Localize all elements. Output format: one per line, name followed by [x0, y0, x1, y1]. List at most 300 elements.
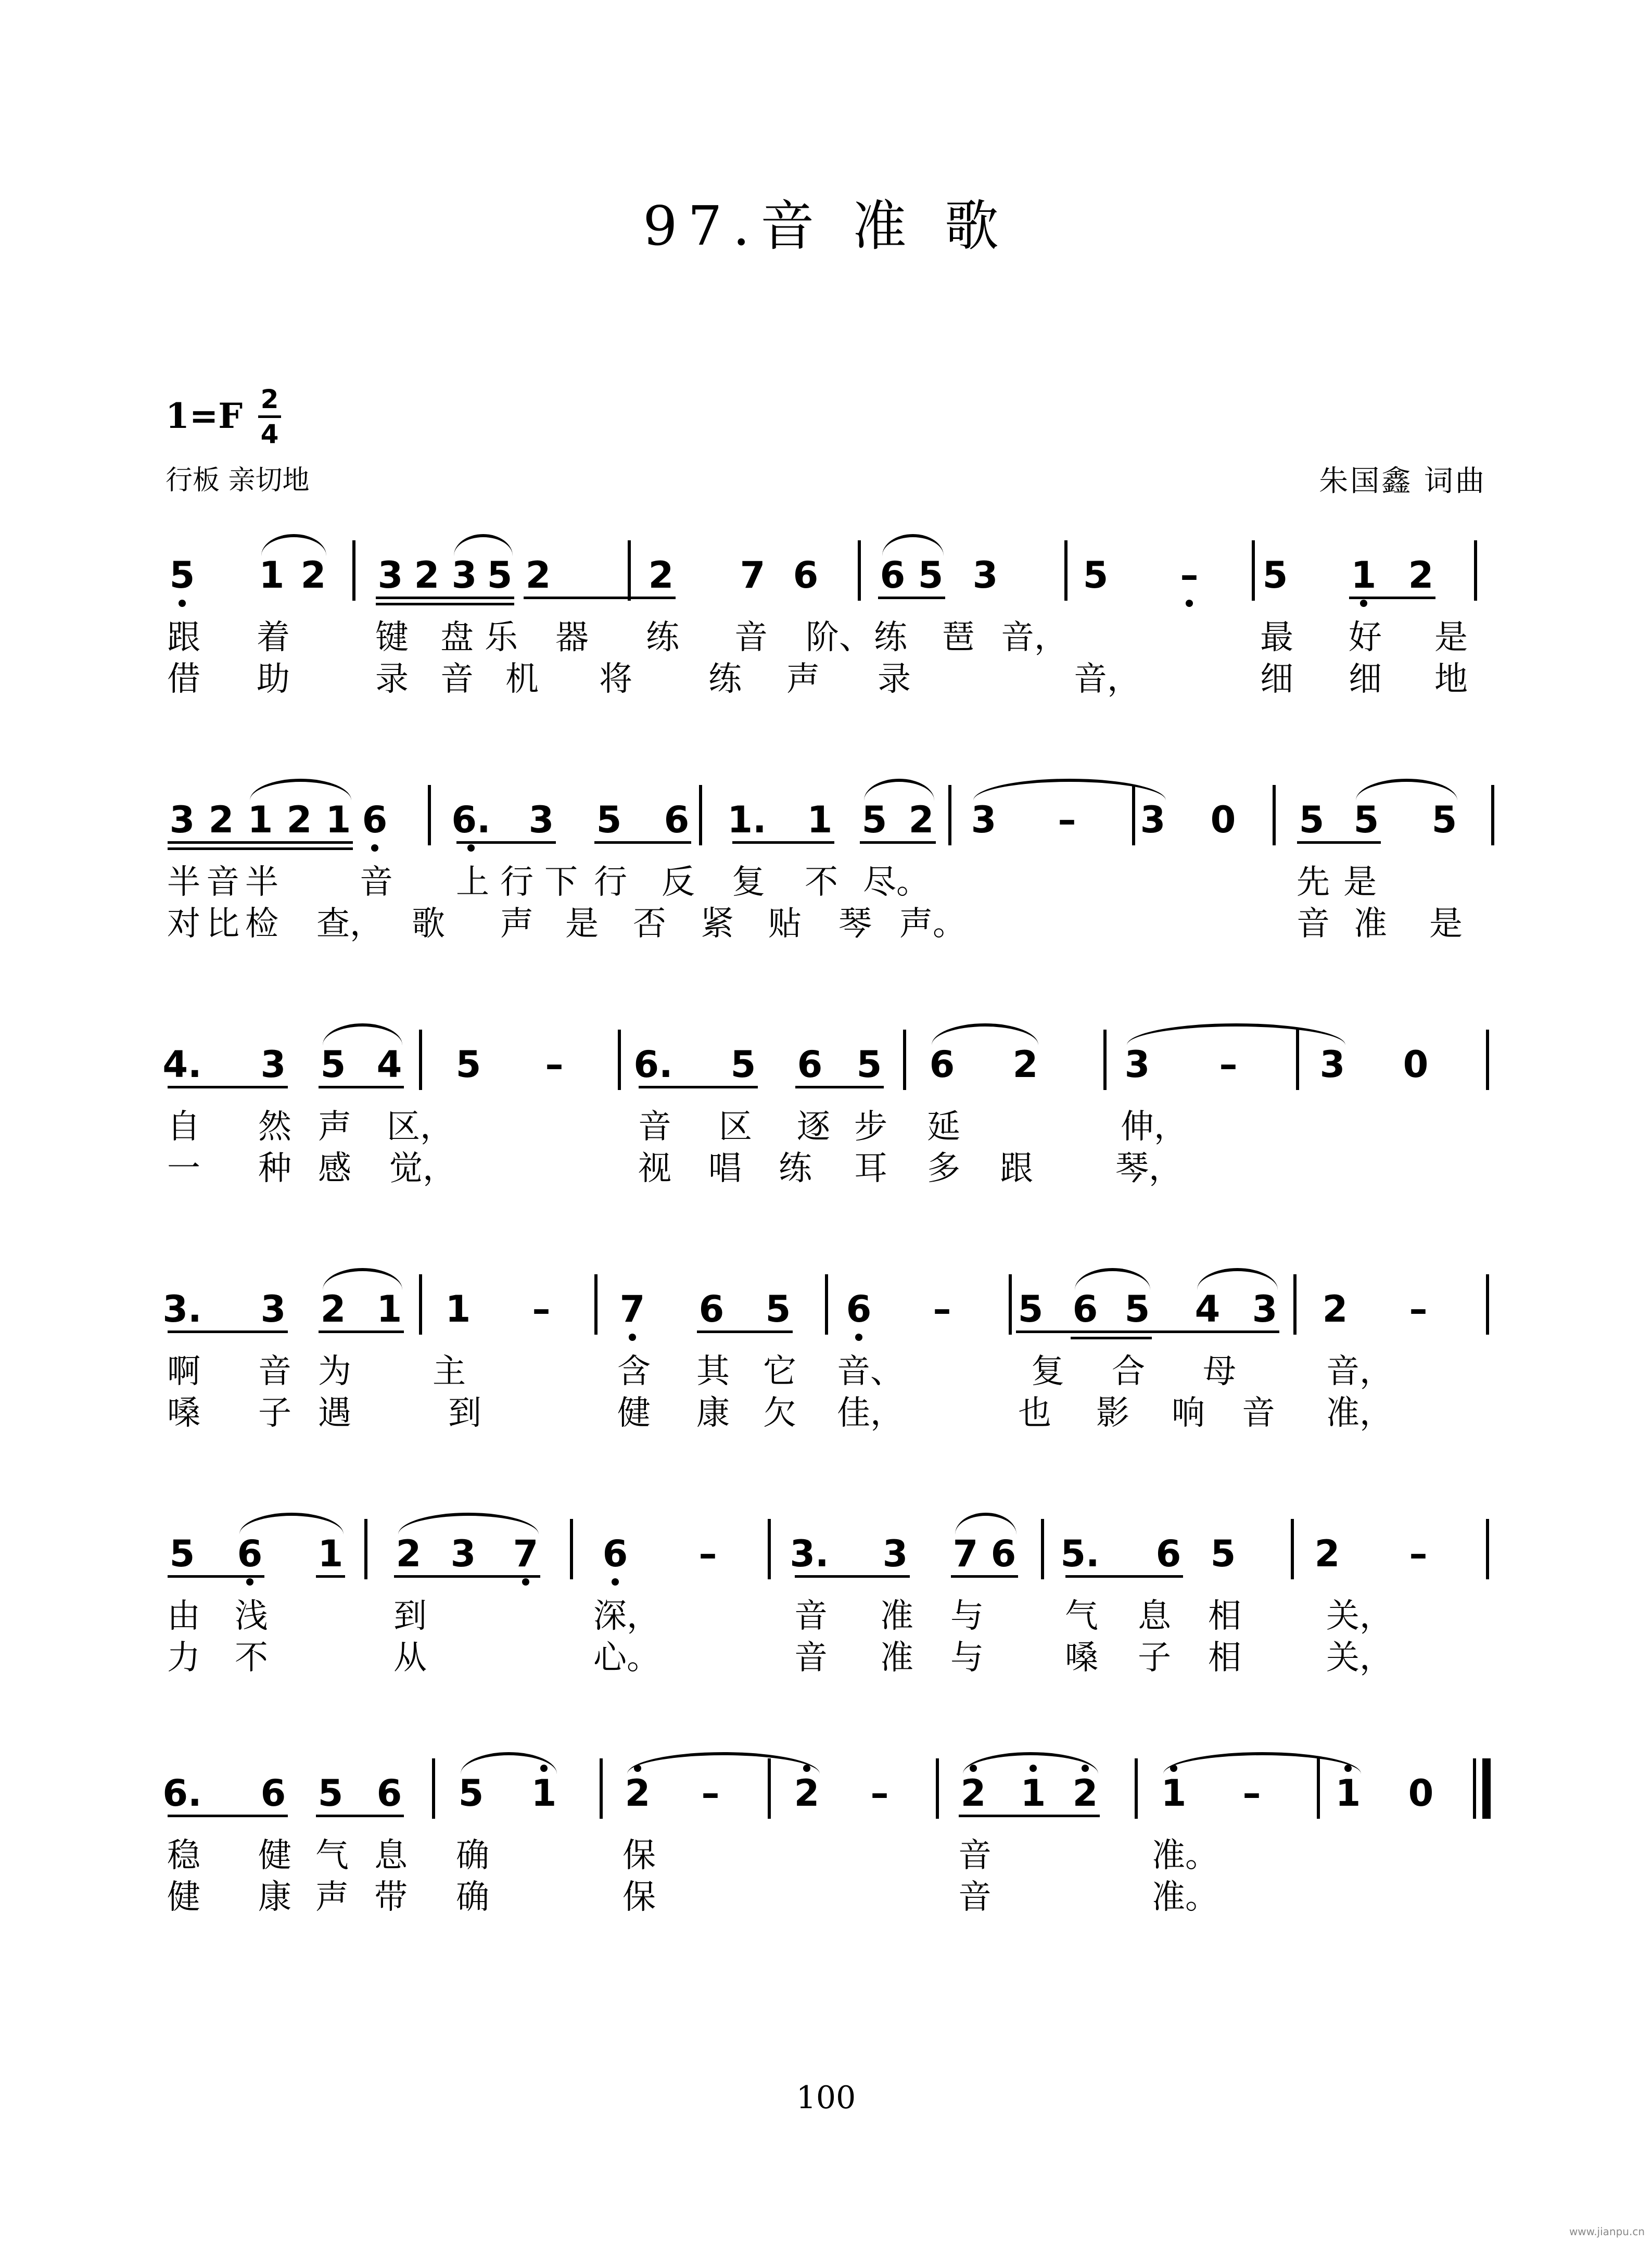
lyric-verse-2: 音，: [1074, 660, 1140, 699]
beam-line: [1193, 1330, 1279, 1333]
beam-line: [860, 841, 936, 844]
beam-line: [168, 1815, 288, 1817]
lyric-verse-2: 唱: [708, 1149, 742, 1188]
lyric-verse-2: 也: [1018, 1394, 1051, 1433]
lyric-verse-2: 音: [1297, 905, 1330, 943]
lyric-verse-2: 相: [1208, 1639, 1241, 1677]
beam-line: [456, 841, 556, 844]
lyric-verse-2: 贴: [768, 905, 802, 943]
lyric-verse-1: 音，: [1326, 1352, 1393, 1391]
note: 6: [376, 1772, 402, 1815]
note: 5: [1353, 799, 1379, 841]
lyric-verse-1: 音: [794, 1597, 828, 1636]
beam-line: [207, 841, 353, 844]
octave-dot-below: [612, 1578, 619, 1586]
lyric-verse-1: 准。: [1152, 1836, 1218, 1875]
lyric-verse-2: 准: [880, 1639, 913, 1677]
note: 3: [528, 799, 554, 841]
barline: [948, 785, 951, 845]
lyric-verse-2: 助: [257, 660, 290, 699]
lyric-verse-2: 力: [167, 1639, 200, 1677]
final-barline-thin: [1473, 1758, 1476, 1819]
note: 5: [596, 799, 622, 841]
lyric-verse-2: 琴: [838, 905, 872, 943]
lyric-verse-2: 歌: [412, 905, 445, 943]
beam-line: [319, 1086, 404, 1088]
barline: [1474, 540, 1477, 601]
note: 6: [237, 1532, 263, 1575]
lyric-verse-1: 区: [719, 1108, 752, 1146]
lyric-verse-1: 主: [433, 1352, 466, 1391]
watermark: www.jianpu.cn: [1569, 2225, 1645, 2238]
lyric-verse-1: 音: [360, 863, 393, 902]
lyric-verse-1: 练: [646, 618, 679, 657]
barline: [1041, 1519, 1044, 1579]
note: 3: [1319, 1043, 1345, 1086]
lyric-verse-2: 准，: [1326, 1394, 1393, 1433]
lyric-verse-1: 自: [167, 1108, 200, 1146]
note: 0: [1210, 799, 1236, 841]
slur: [932, 1023, 1038, 1045]
slur: [864, 779, 934, 801]
lyric-verse-1: 音: [638, 1108, 671, 1146]
lyric-verse-2: 佳，: [837, 1394, 904, 1433]
lyric-verse-2: 检: [245, 905, 278, 943]
lyric-verse-2: 从: [393, 1639, 427, 1677]
lyric-verse-1: 音: [734, 618, 768, 657]
lyric-verse-1: 区，: [387, 1108, 453, 1146]
barline: [618, 1030, 621, 1090]
note: 0: [1403, 1043, 1429, 1086]
octave-dot-below: [855, 1334, 862, 1341]
slur: [955, 1513, 1016, 1535]
tempo-marking: 行板 亲切地: [166, 465, 310, 496]
lyric-verse-2: 心。: [593, 1639, 660, 1677]
beam-line: [168, 1575, 264, 1578]
note: 1: [1351, 554, 1377, 597]
note: 6: [1155, 1532, 1181, 1575]
lyric-verse-1: 保: [622, 1836, 656, 1875]
lyric-verse-1: 琶: [942, 618, 975, 657]
slur: [1356, 779, 1457, 801]
note: 2: [1322, 1288, 1348, 1330]
lyric-verse-1: 音、: [837, 1352, 904, 1391]
lyric-verse-1: 深，: [593, 1597, 660, 1636]
note: 7: [619, 1288, 645, 1330]
lyric-verse-2: 健: [167, 1878, 200, 1917]
beam-line: [316, 1815, 404, 1817]
lyric-verse-2: 视: [638, 1149, 671, 1188]
lyric-verse-2: 多: [927, 1149, 960, 1188]
lyric-verse-2: 音: [1242, 1394, 1275, 1433]
lyric-verse-1: 乐: [485, 618, 518, 657]
note: 5: [455, 1043, 481, 1086]
note: –: [545, 1043, 564, 1086]
barline: [352, 540, 355, 601]
music-system: [0, 770, 1652, 989]
note: –: [933, 1288, 951, 1330]
lyric-verse-1: 上: [456, 863, 489, 902]
note: 3: [972, 554, 998, 597]
lyric-verse-1: 它: [763, 1352, 796, 1391]
barline: [1296, 1030, 1299, 1090]
lyric-verse-1: 母: [1203, 1352, 1236, 1391]
barline: [1317, 1758, 1320, 1819]
lyric-verse-1: 键: [375, 618, 409, 657]
beam-line: [959, 1815, 1100, 1817]
note: 2: [208, 799, 234, 841]
lyric-verse-1: 气: [1065, 1597, 1098, 1636]
lyric-verse-2: 子: [1138, 1639, 1171, 1677]
page-number: 100: [796, 2080, 856, 2116]
lyric-verse-2: 健: [617, 1394, 651, 1433]
barline: [699, 785, 702, 845]
note: 1: [531, 1772, 557, 1815]
note: 7: [952, 1532, 979, 1575]
note: 7: [740, 554, 766, 597]
note: 6: [797, 1043, 823, 1086]
note: 3: [1252, 1288, 1278, 1330]
lyric-verse-2: 声: [315, 1878, 349, 1917]
lyric-verse-1: 然: [258, 1108, 291, 1146]
slur: [1075, 1268, 1150, 1290]
barline: [936, 1758, 939, 1819]
lyric-verse-1: 与: [950, 1597, 984, 1636]
note: 3: [377, 554, 403, 597]
lyric-verse-2: 与: [950, 1639, 984, 1677]
lyric-verse-1: 逐: [797, 1108, 830, 1146]
barline: [628, 540, 631, 601]
lyric-verse-1: 半: [167, 863, 200, 902]
page-title: 97.音 准 歌: [643, 194, 1009, 258]
note: 1: [247, 799, 273, 841]
lyric-verse-1: 息: [1138, 1597, 1171, 1636]
lyric-verse-1: 尽。: [863, 863, 930, 902]
note: 6: [846, 1288, 872, 1330]
note: 5: [918, 554, 944, 597]
lyric-verse-2: 到: [448, 1394, 481, 1433]
lyric-verse-1: 着: [257, 618, 290, 657]
slur: [250, 779, 351, 801]
note: –: [1180, 554, 1199, 597]
lyric-verse-1: 跟: [167, 618, 200, 657]
note: 5: [317, 1772, 344, 1815]
time-signature-denominator: 4: [260, 419, 279, 449]
lyric-verse-1: 伸，: [1121, 1108, 1187, 1146]
slur: [627, 1752, 820, 1774]
composer-credit: 朱国鑫 词曲: [1319, 464, 1486, 498]
note: 2: [1314, 1532, 1340, 1575]
note: 5: [1299, 799, 1325, 841]
beam-line: [1065, 1575, 1183, 1578]
lyric-verse-2: 音: [958, 1878, 992, 1917]
beam-line: [319, 1330, 404, 1333]
note: 0: [1408, 1772, 1434, 1815]
lyric-verse-2: 耳: [854, 1149, 887, 1188]
lyric-verse-2: 种: [258, 1149, 291, 1188]
note: 2: [648, 554, 674, 597]
beam-line: [795, 1575, 910, 1578]
lyric-verse-2: 康: [258, 1878, 291, 1917]
lyric-verse-2: 康: [696, 1394, 730, 1433]
lyric-verse-1: 为: [318, 1352, 351, 1391]
lyric-verse-1: 准: [880, 1597, 913, 1636]
note: 1: [1020, 1772, 1046, 1815]
note: –: [1409, 1532, 1428, 1575]
note: 1: [445, 1288, 471, 1330]
lyric-verse-2: 准。: [1152, 1878, 1218, 1917]
lyric-verse-1: 音: [258, 1352, 291, 1391]
beam-line: [951, 1575, 1018, 1578]
barline: [419, 1030, 422, 1090]
music-system: [0, 526, 1652, 744]
note: 1: [807, 799, 833, 841]
note: 5: [458, 1772, 484, 1815]
slur: [323, 1268, 402, 1290]
note: 3: [450, 1532, 476, 1575]
lyric-verse-1: 音: [958, 1836, 992, 1875]
music-system: [0, 1260, 1652, 1478]
barline: [419, 1274, 422, 1335]
lyric-verse-2: 不: [235, 1639, 268, 1677]
lyric-verse-2: 录: [375, 660, 409, 699]
slur: [454, 534, 513, 556]
lyric-verse-2: 准: [1354, 905, 1387, 943]
note: –: [1409, 1288, 1428, 1330]
lyric-verse-2: 跟: [1000, 1149, 1033, 1188]
note: 3: [260, 1288, 286, 1330]
note: 2: [960, 1772, 986, 1815]
lyric-verse-1: 确: [456, 1836, 489, 1875]
note: –: [701, 1772, 720, 1815]
beam-line: [316, 1575, 345, 1578]
barline: [1293, 1274, 1297, 1335]
lyric-verse-2: 比: [206, 905, 239, 943]
lyric-verse-2: 关，: [1326, 1639, 1393, 1677]
lyric-verse-1: 其: [696, 1352, 730, 1391]
note: 6: [260, 1772, 286, 1815]
barline: [768, 1758, 771, 1819]
note: 2: [396, 1532, 422, 1575]
lyric-verse-1: 息: [374, 1836, 408, 1875]
beam-line: [639, 1086, 758, 1088]
lyric-verse-2: 响: [1172, 1394, 1205, 1433]
note: 6.: [633, 1043, 673, 1086]
note: 3: [971, 799, 997, 841]
note: –: [1219, 1043, 1238, 1086]
lyric-verse-2: 遇: [318, 1394, 351, 1433]
lyric-verse-2: 确: [456, 1878, 489, 1917]
note: 6: [698, 1288, 725, 1330]
lyric-verse-2: 音: [794, 1639, 828, 1677]
lyric-verse-2: 琴，: [1115, 1149, 1182, 1188]
beam-line: [878, 597, 945, 599]
barline: [432, 1758, 435, 1819]
time-signature-numerator: 2: [260, 384, 279, 414]
note: 6: [880, 554, 906, 597]
barline: [1135, 1758, 1138, 1819]
note: 6: [362, 799, 388, 841]
lyric-verse-2: 机: [505, 660, 539, 699]
beam-line: [1071, 1337, 1152, 1339]
lyric-verse-1: 气: [315, 1836, 349, 1875]
note: 1: [259, 554, 285, 597]
octave-dot-below: [1360, 600, 1367, 607]
note: 5: [169, 1532, 195, 1575]
slur: [1197, 1268, 1278, 1290]
barline: [1273, 785, 1276, 845]
note: 3: [260, 1043, 286, 1086]
lyric-verse-2: 觉，: [389, 1149, 456, 1188]
lyric-verse-1: 关，: [1326, 1597, 1393, 1636]
note: 2: [300, 554, 326, 597]
lyric-verse-2: 紧: [701, 905, 734, 943]
note: –: [1242, 1772, 1261, 1815]
barline: [594, 1274, 598, 1335]
time-signature-divider: [258, 415, 281, 418]
lyric-verse-2: 欠: [763, 1394, 796, 1433]
note: 6: [929, 1043, 955, 1086]
note: 5: [1210, 1532, 1236, 1575]
barline: [1486, 1519, 1489, 1579]
slur: [261, 534, 326, 556]
lyric-verse-2: 音: [440, 660, 474, 699]
note: 6: [602, 1532, 628, 1575]
note: 6: [793, 554, 819, 597]
lyric-verse-2: 声: [786, 660, 820, 699]
note: 3: [1124, 1043, 1150, 1086]
key-signature: 1=F: [166, 396, 243, 436]
lyric-verse-2: 练: [779, 1149, 812, 1188]
lyric-verse-2: 声。: [899, 905, 966, 943]
lyric-verse-1: 好: [1349, 618, 1382, 657]
note: 3: [451, 554, 477, 597]
lyric-verse-1: 浅: [235, 1597, 268, 1636]
note: 4.: [162, 1043, 202, 1086]
beam-line: [168, 1086, 288, 1088]
lyric-verse-2: 细: [1260, 660, 1293, 699]
lyric-verse-2: 影: [1096, 1394, 1129, 1433]
lyric-verse-1: 是: [1343, 863, 1377, 902]
note: 2: [908, 799, 934, 841]
barline: [1486, 1030, 1489, 1090]
note: 3: [882, 1532, 908, 1575]
note: 2: [1072, 1772, 1098, 1815]
slur: [323, 1023, 402, 1045]
lyric-verse-1: 由: [167, 1597, 200, 1636]
lyric-verse-2: 是: [1429, 905, 1463, 943]
octave-dot-below: [179, 600, 186, 607]
lyric-verse-2: 借: [167, 660, 200, 699]
lyric-verse-1: 复: [732, 863, 765, 902]
beam-line: [1349, 597, 1435, 599]
note: –: [1058, 799, 1076, 841]
note: 6: [990, 1532, 1016, 1575]
lyric-verse-2: 地: [1434, 660, 1468, 699]
note: 5: [765, 1288, 791, 1330]
slur: [239, 1513, 344, 1535]
octave-dot-below: [1186, 600, 1193, 607]
octave-dot-below: [629, 1334, 636, 1341]
barline: [364, 1519, 367, 1579]
note: 5: [320, 1043, 346, 1086]
note: 2: [525, 554, 551, 597]
note: 5: [856, 1043, 882, 1086]
final-barline-thick: [1482, 1758, 1491, 1819]
beam-line: [376, 597, 514, 599]
note: 5: [1431, 799, 1457, 841]
slur: [882, 534, 944, 556]
music-system: [0, 1504, 1652, 1723]
beam-line: [594, 841, 691, 844]
slur: [398, 1513, 539, 1535]
octave-dot-below: [246, 1578, 253, 1586]
octave-dot-below: [467, 844, 475, 852]
barline: [1486, 1274, 1489, 1335]
note: 1: [317, 1532, 344, 1575]
music-system: [0, 1744, 1652, 1962]
lyric-verse-2: 嗓: [1065, 1639, 1098, 1677]
barline: [825, 1274, 828, 1335]
lyric-verse-1: 啊: [167, 1352, 200, 1391]
note: 5: [730, 1043, 756, 1086]
barline: [1064, 540, 1068, 601]
slur: [461, 1752, 557, 1774]
note: –: [532, 1288, 551, 1330]
barline: [768, 1519, 771, 1579]
note: 2: [414, 554, 440, 597]
barline: [600, 1758, 603, 1819]
note: 6: [1072, 1288, 1098, 1330]
lyric-verse-1: 练: [874, 618, 907, 657]
lyric-verse-2: 子: [258, 1394, 291, 1433]
beam-line: [1297, 841, 1381, 844]
lyric-verse-1: 先: [1297, 863, 1330, 902]
lyric-verse-1: 是: [1434, 618, 1468, 657]
barline: [1103, 1030, 1107, 1090]
beam-line: [168, 1330, 288, 1333]
lyric-verse-2: 感: [318, 1149, 351, 1188]
note: 2: [794, 1772, 820, 1815]
lyric-verse-1: 延: [927, 1108, 960, 1146]
lyric-verse-2: 保: [622, 1878, 656, 1917]
barline: [428, 785, 431, 845]
lyric-verse-2: 否: [633, 905, 666, 943]
beam-line: [732, 841, 834, 844]
note: 4: [376, 1043, 402, 1086]
lyric-verse-2: 一: [167, 1149, 200, 1188]
note: 2: [625, 1772, 651, 1815]
lyric-verse-1: 器: [555, 618, 589, 657]
lyric-verse-1: 相: [1208, 1597, 1241, 1636]
lyric-verse-2: 练: [708, 660, 742, 699]
lyric-verse-1: 健: [258, 1836, 291, 1875]
note: 6: [664, 799, 690, 841]
note: –: [870, 1772, 889, 1815]
barline: [903, 1030, 906, 1090]
lyric-verse-2: 对: [167, 905, 200, 943]
lyric-verse-1: 最: [1260, 618, 1293, 657]
note: 5: [1124, 1288, 1150, 1330]
note: 5: [1083, 554, 1109, 597]
note: 6.: [451, 799, 491, 841]
note: 3.: [790, 1532, 829, 1575]
note: 1: [376, 1288, 402, 1330]
lyric-verse-1: 含: [617, 1352, 651, 1391]
note: 1: [1335, 1772, 1361, 1815]
barline: [1291, 1519, 1294, 1579]
beam-line: [795, 1086, 884, 1088]
